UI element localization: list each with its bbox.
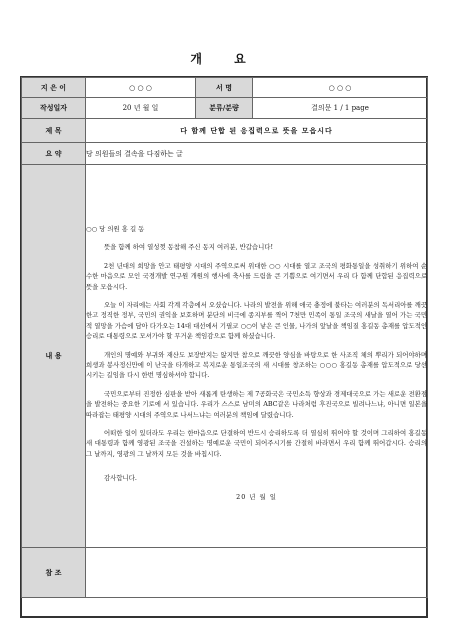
summary-label: 요 약 bbox=[22, 143, 86, 165]
content-paragraph: 어떠한 일이 있더라도 우리는 한마음으로 단결하여 반드시 승리하도록 더 열심히 뛰어야 할 것이며 그리하여 홍길동 새 대통령과 함께 영광된 조국을 건설하는 명예로운 국민이 되어주시기를 간절히 바라면서 우리 함께 뛰어갑시다. 승리의 그 날까지, 영광의 그 날까지 모든 것을 바칩시다. bbox=[86, 429, 427, 458]
author-label: 지 은 이 bbox=[22, 78, 86, 98]
author-value: ○ ○ ○ bbox=[86, 78, 196, 98]
content-closing: 감사합니다. bbox=[104, 474, 137, 483]
summary-value: 당 의원들의 결속을 다짐하는 글 bbox=[86, 143, 428, 165]
subject-row bbox=[22, 119, 428, 143]
content-paragraph: 뜻을 함께 하여 열성껏 동참해 주신 동지 여러분, 반갑습니다! bbox=[104, 243, 274, 252]
signature-value: ○ ○ ○ bbox=[253, 78, 428, 98]
date-label: 작성일자 bbox=[22, 98, 86, 119]
reference-label: 참 조 bbox=[22, 548, 86, 598]
category-value: 결의문 1 / 1 page bbox=[253, 98, 428, 119]
content-paragraph: 국민으로부터 진정한 심판을 받아 새롭게 탄생하는 제 7공화국은 국민소득 향상과 경제대국으로 가는 새로운 전환점을 발전하는 중요한 기로에 서 있습니다. 우리가 스스로 남미의 ABC같은 나라처럼 후진국으로 빌려나느냐, 아니면 일본을 따라잡는 태평양 시대의 주역으로 나서느냐는 여러분의 책임에 달렸습니다. bbox=[86, 389, 427, 419]
date-value: 20 년 월 일 bbox=[86, 98, 196, 119]
content-cell bbox=[86, 165, 428, 548]
subject-value: 다 함께 단합 된 응집력으로 뜻을 모읍시다 bbox=[86, 119, 428, 143]
content-paragraph: 2천 년대의 희망을 안고 태평양 시대의 주역으로써 위대한 ○○ 시대를 열고 조국의 평화통일을 성취하기 위하여 순수한 마음으로 모인 국경개발 연구원 개원의 행사에 축사를 드림을 큰 기쁨으로 여기면서 우리 다 함께 단합된 응집력으로 뜻을 모읍시다. bbox=[86, 261, 427, 291]
subject-label: 제 목 bbox=[22, 119, 86, 143]
summary-row bbox=[22, 143, 428, 165]
signature-label: 서 명 bbox=[196, 78, 253, 98]
reference-row bbox=[22, 548, 428, 598]
date-row bbox=[22, 98, 428, 119]
content-greeting: ○○ 당 의원 홍 길 동 bbox=[86, 224, 145, 233]
content-label: 내 용 bbox=[22, 165, 86, 548]
content-paragraph: 개인의 명예와 부귀와 재산도 보장받지는 않지만 참으로 깨끗한 양심을 바탕으로 한 사조직 체의 뿌리가 되어야하며 희생과 봉사정신만에 이 난국을 타개하고 복지로운 통일조국의 새 시대를 창조하는 ○○○ 홍길동 총재를 압도적으로 당선시키는 길임을 다시 한번 명심하셔야 합니다. bbox=[86, 350, 427, 380]
reference-value bbox=[86, 548, 428, 598]
document-title: 개 요 bbox=[190, 52, 260, 66]
author-row bbox=[22, 78, 428, 98]
content-body bbox=[86, 224, 427, 502]
category-label: 분류/분량 bbox=[196, 98, 253, 119]
summary-form-table bbox=[21, 77, 428, 598]
content-date: 20 년 월 일 bbox=[236, 492, 277, 501]
content-row bbox=[22, 165, 428, 548]
content-paragraph: 오늘 이 자리에는 사회 각계 각층에서 오셨습니다. 나라의 발전을 위해 애국 충정에 불타는 여러분의 독서리아를 깨끗한고 정직한 정부, 국민의 권익을 보호하며 분단의 비극에 종지부를 찍어 7천만 민족이 통일 조국의 새날을 열어 가는 국민적 열망을 가슴에 담아 다가오는 14대 대선에서 기필코 ○○이 낳은 큰 인물, 나가의 앞날을 책임질 홍길동 총재를 압도적인 승리로 대통령으로 모셔가야 할 무거운 책임감으로 함께 하셨습니다. bbox=[86, 300, 427, 341]
